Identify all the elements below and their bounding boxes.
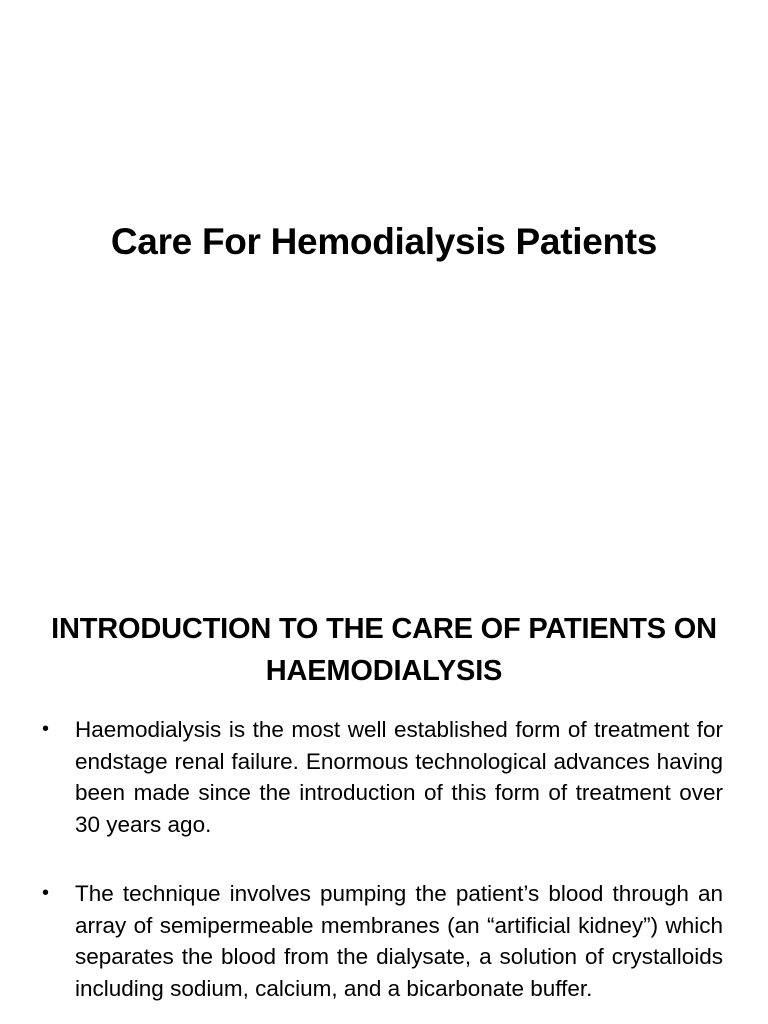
- bullet-item: [40, 714, 723, 840]
- bullet-list: [40, 714, 723, 1024]
- slide-introduction: [0, 576, 768, 1024]
- bullet-item: [40, 878, 723, 1004]
- presentation-title: Care For Hemodialysis Patients: [110, 221, 658, 262]
- bullet-text: The technique involves pumping the patient’s blood through an array of semipermeable membranes (an “artificial kidney”) which separates the blood from the dialysate, a solution of crystalloids including sodium, calcium, and a bicarbonate buffer.: [75, 881, 723, 1001]
- bullet-text: Haemodialysis is the most well established form of treatment for endstage renal failure. Enormous technological advances having been made since the introduction of this form of treatment over 30 years ago.: [75, 717, 723, 837]
- bullet-icon: •: [42, 718, 50, 740]
- bullet-icon: •: [42, 882, 50, 904]
- slide-heading: INTRODUCTION TO THE CARE OF PATIENTS ON HAEMODIALYSIS: [51, 613, 717, 687]
